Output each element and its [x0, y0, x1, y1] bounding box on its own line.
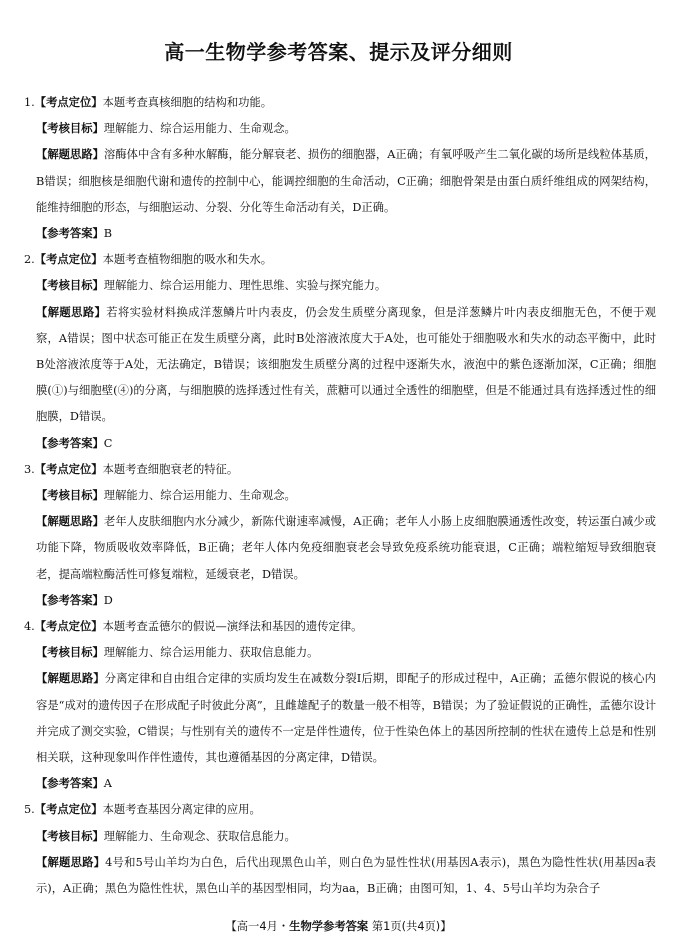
answer-text: B	[103, 227, 113, 241]
question-position	[24, 90, 656, 116]
goal-tag: 【考核目标】	[36, 646, 104, 660]
answer-tag: 【参考答案】	[36, 777, 104, 791]
position-tag: 【考点定位】	[34, 803, 103, 817]
analysis-text: 4号和5号山羊均为白色，后代出现黑色山羊，则白色为显性性状(用基因A表示)，黑色为隐性性状(用基因a表示)，A正确；黑色为隐性性状，黑色山羊的基因型相同，均为aa，B正确；由图可知，1、4、5号山羊均为杂合子	[36, 855, 656, 896]
question-answer	[24, 221, 656, 247]
question-goal	[24, 273, 656, 299]
goal-text: 理解能力、综合运用能力、生命观念。	[103, 489, 296, 503]
footer-left: 【高一4月・	[225, 920, 290, 933]
question-position	[24, 614, 656, 640]
footer-right: 】	[440, 920, 452, 933]
position-text: 本题考查基因分离定律的应用。	[102, 803, 261, 817]
position-tag: 【考点定位】	[34, 253, 103, 267]
position-tag: 【考点定位】	[34, 620, 103, 634]
answer-tag: 【参考答案】	[36, 227, 104, 241]
analysis-tag: 【解题思路】	[36, 855, 106, 869]
analysis-tag: 【解题思路】	[36, 515, 104, 529]
analysis-text: 老年人皮肤细胞内水分减少，新陈代谢速率减慢，A正确；老年人小肠上皮细胞膜通透性改变，转运蛋白减少或功能下降，物质吸收效率降低，B正确；老年人体内免疫细胞衰老会导致免疫系统功能衰退，C正确；端粒缩短导致细胞衰老，提高端粒酶活性可修复端粒，延缓衰老，D错误。	[36, 515, 656, 581]
analysis-tag: 【解题思路】	[36, 305, 107, 319]
question-number: 1.	[24, 96, 35, 109]
answer-tag: 【参考答案】	[36, 436, 104, 450]
analysis-text: 分离定律和自由组合定律的实质均发生在减数分裂Ⅰ后期，即配子的形成过程中，A正确；孟德尔假说的核心内容是“成对的遗传因子在形成配子时彼此分离”，且雌雄配子的数量一般不相等，B错误；为了验证假说的正确性，孟德尔设计并完成了测交实验，C错误；与性别有关的遗传不一定是伴性遗传，位于性染色体上的基因所控制的性状在遗传上总是和性别相关联，这种现象叫作伴性遗传，其也遵循基因的分离定律，D错误。	[36, 672, 656, 765]
position-text: 本题考查真核细胞的结构和功能。	[102, 96, 273, 109]
answer-text: A	[103, 777, 112, 791]
goal-tag: 【考核目标】	[36, 489, 104, 503]
page-title: 高一生物学参考答案、提示及评分细则	[164, 40, 513, 64]
position-text: 本题考查细胞衰老的特征。	[102, 462, 239, 476]
question-number: 2.	[24, 253, 35, 267]
question-number: 4.	[24, 620, 35, 634]
question-analysis	[24, 509, 656, 588]
analysis-tag: 【解题思路】	[36, 148, 104, 162]
goal-text: 理解能力、综合运用能力、生命观念。	[103, 122, 296, 136]
goal-tag: 【考核目标】	[36, 122, 104, 136]
question-position	[24, 247, 656, 273]
footer-subject: 生物学参考答案	[289, 920, 369, 933]
page-footer	[0, 918, 677, 934]
analysis-text: 溶酶体中含有多种水解酶，能分解衰老、损伤的细胞器，A正确；有氧呼吸产生二氧化碳的场所是线粒体基质，B错误；细胞核是细胞代谢和遗传的控制中心，能调控细胞的生命活动，C正确；细胞骨架是由蛋白质纤维组成的网架结构，能维持细胞的形态，与细胞运动、分裂、分化等生命活动有关，D正确。	[36, 148, 656, 214]
goal-text: 理解能力、生命观念、获取信息能力。	[103, 829, 296, 843]
question-goal	[24, 640, 656, 666]
question-analysis	[24, 850, 656, 902]
answer-text: D	[103, 593, 113, 607]
question-position	[24, 797, 656, 823]
goal-text: 理解能力、综合运用能力、理性思维、实验与探究能力。	[103, 279, 387, 293]
analysis-tag: 【解题思路】	[36, 672, 105, 686]
position-text: 本题考查孟德尔的假说—演绎法和基因的遗传定律。	[102, 620, 363, 634]
analysis-text: 若将实验材料换成洋葱鳞片叶内表皮，仍会发生质壁分离现象，但是洋葱鳞片叶内表皮细胞无色，不便于观察，A错误；图中状态可能正在发生质壁分离，此时B处溶液浓度大于A处，也可能处于细胞吸水和失水的动态平衡中，此时B处溶液浓度等于A处，无法确定，B错误；该细胞发生质壁分离的过程中逐渐失水，液泡中的紫色逐渐加深，C正确；细胞膜(①)与细胞壁(④)的分离，与细胞膜的选择透过性有关，蔗糖可以通过全透性的细胞壁，但是不能通过具有选择透过性的细胞膜，D错误。	[36, 305, 656, 424]
question-goal	[24, 483, 656, 509]
question-number: 3.	[24, 462, 35, 476]
question-3	[24, 457, 656, 614]
question-4	[24, 614, 656, 797]
question-goal	[24, 116, 656, 142]
question-answer	[24, 588, 656, 614]
answer-text: C	[103, 436, 113, 450]
goal-text: 理解能力、综合运用能力、获取信息能力。	[103, 646, 319, 660]
position-tag: 【考点定位】	[34, 462, 103, 476]
goal-tag: 【考核目标】	[36, 279, 104, 293]
question-goal	[24, 824, 656, 850]
question-5	[24, 797, 656, 902]
position-text: 本题考查植物细胞的吸水和失水。	[102, 253, 273, 267]
question-1	[24, 90, 656, 247]
position-tag: 【考点定位】	[34, 96, 103, 109]
question-analysis	[24, 142, 656, 221]
goal-tag: 【考核目标】	[36, 829, 104, 843]
question-number: 5.	[24, 803, 35, 817]
question-analysis	[24, 666, 656, 771]
answer-tag: 【参考答案】	[36, 593, 104, 607]
question-answer	[24, 431, 656, 457]
footer-page: 第1页(共4页)	[371, 920, 441, 933]
answer-content	[24, 90, 656, 902]
question-2	[24, 247, 656, 457]
question-analysis	[24, 300, 656, 431]
question-position	[24, 457, 656, 483]
question-answer	[24, 771, 656, 797]
